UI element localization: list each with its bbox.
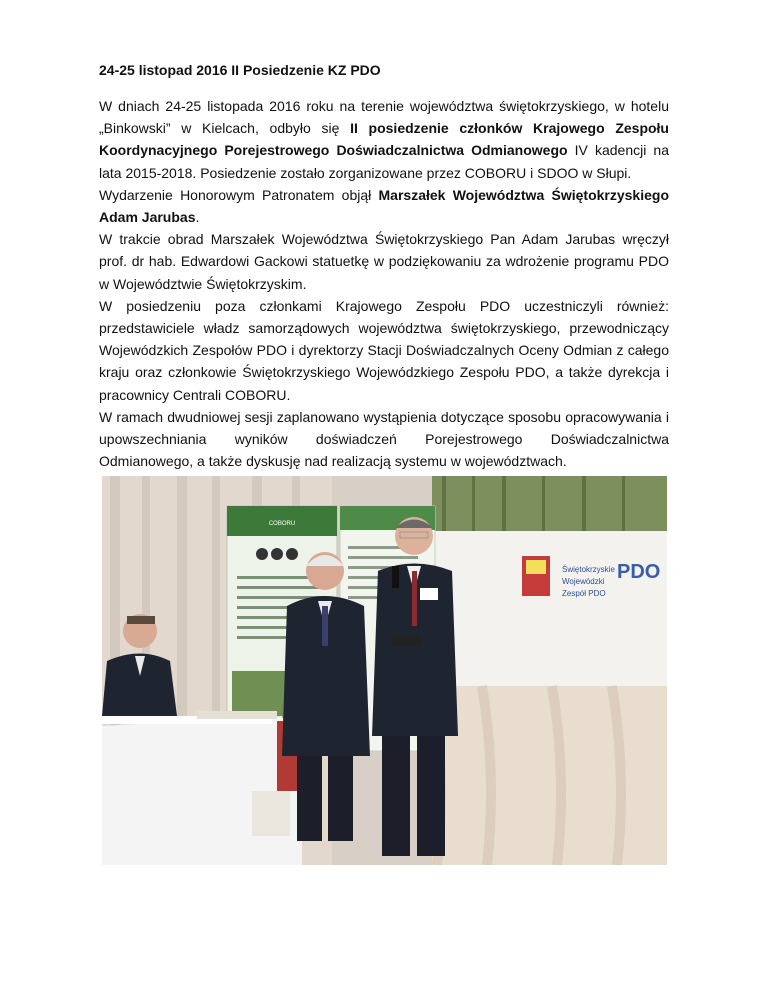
- paragraph-text: IV kadencji na lata 2015-2018. Posiedzenie zostało zorganizowane przez COBORU i SDOO w Słupi.: [99, 142, 669, 181]
- screen-pdo-text: PDO: [617, 561, 661, 583]
- svg-text:COBORU: COBORU: [268, 521, 296, 527]
- paragraph-text: W posiedzeniu poza członkami Krajowego Zespołu PDO uczestniczyli również: przedstawiciele władz samorządowych województwa świętokrzyskiego, przewodniczący Wojewódzkich Zespołów PDO i dyrektorzy Stacji Doświadczalnych Oceny Odmian z całego kraju oraz członkowie Świętokrzyskiego Wojewódzkiego Zespołu PDO, a także dyrekcja i pracownicy Centrali COBORU.: [99, 297, 669, 403]
- paragraph: [99, 95, 669, 184]
- paragraph: [99, 184, 669, 228]
- svg-text:Wojewódzki: Wojewódzki: [562, 577, 605, 586]
- paragraph-text: W dniach 24-25 listopada 2016 roku na terenie województwa świętokrzyskiego, w hotelu „Binkowski” w Kielcach, odbyło się: [99, 98, 669, 137]
- paragraph-bold-text: II posiedzenie członków Krajowego Zespołu Koordynacyjnego Porejestrowego Doświadczalnictwa Odmianowego: [99, 120, 669, 159]
- event-photo-illustration: [102, 476, 667, 865]
- svg-text:Zespół PDO: Zespół PDO: [562, 589, 606, 598]
- paragraph: [99, 406, 669, 473]
- paragraph: [99, 228, 669, 295]
- paragraph: [99, 295, 669, 406]
- paragraph-text: .: [195, 209, 200, 226]
- paragraph-text: W trakcie obrad Marszałek Województwa Świętokrzyskiego Pan Adam Jarubas wręczył prof. dr hab. Edwardowi Gackowi statuetkę w podziękowaniu za wdrożenie programu PDO w Województwie Świętokrzyskim.: [99, 231, 669, 292]
- paragraph-bold-text: Marszałek Województwa Świętokrzyskiego Adam Jarubas: [99, 186, 669, 226]
- paragraph-text: W ramach dwudniowej sesji zaplanowano wystąpienia dotyczące sposobu opracowywania i upowszechniania wyników doświadczeń Porejestrowego Doświadczalnictwa Odmianowego, a także dyskusję nad realizacją systemu w województwach.: [99, 408, 669, 470]
- event-photo: [102, 476, 667, 865]
- paragraph-text: Wydarzenie Honorowym Patronatem objął: [99, 186, 379, 203]
- svg-text:Świętokrzyskie: Świętokrzyskie: [562, 565, 615, 574]
- document-body: [99, 95, 669, 472]
- document-title: 24-25 listopad 2016 II Posiedzenie KZ PDO: [99, 62, 381, 78]
